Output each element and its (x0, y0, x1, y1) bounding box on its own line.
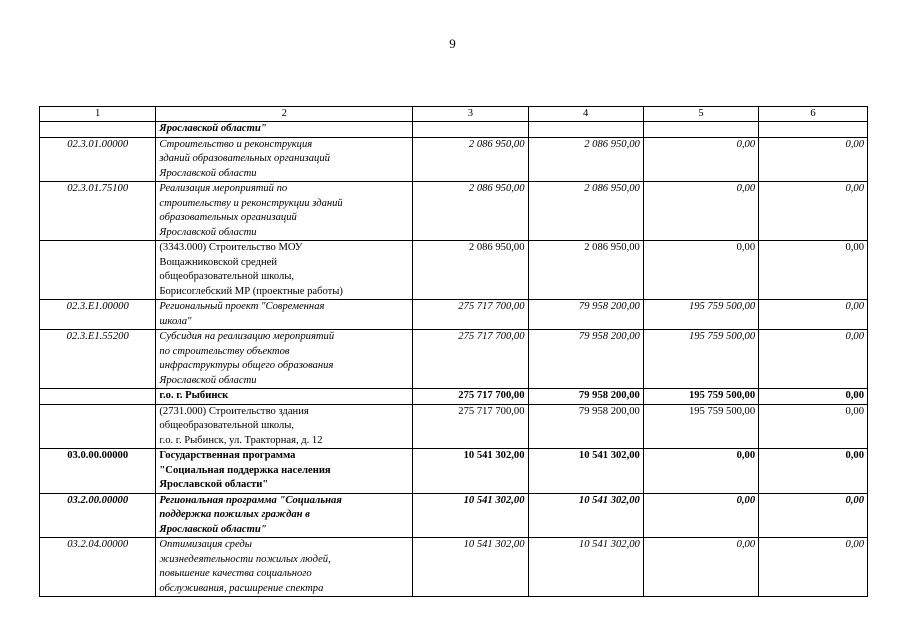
row-value-cell-col5: 195 759 500,00 (643, 300, 758, 330)
row-value-cell-col3: 10 541 302,00 (413, 449, 528, 494)
row-value-cell-col5: 195 759 500,00 (643, 389, 758, 405)
row-name-cell (156, 300, 413, 330)
row-value-cell-col3: 275 717 700,00 (413, 389, 528, 405)
row-name-cell (156, 493, 413, 538)
row-code-cell: 02.3.01.00000 (40, 137, 156, 182)
row-name-cell (156, 404, 413, 449)
row-name-line: Ярославской области" (159, 479, 269, 490)
table-row (40, 182, 868, 241)
row-code-cell (40, 241, 156, 300)
row-value-cell-col4: 10 541 302,00 (528, 538, 643, 597)
row-code-cell: 03.0.00.00000 (40, 449, 156, 494)
row-name-line: "Социальная поддержка населения (159, 464, 331, 476)
row-code-cell (40, 404, 156, 449)
row-name-cell (156, 182, 413, 241)
row-code-cell: 03.2.00.00000 (40, 493, 156, 538)
row-name-cell (156, 538, 413, 597)
row-value-cell-col6: 0,00 (759, 300, 868, 330)
row-value-cell-col3: 275 717 700,00 (413, 330, 528, 389)
row-name-line: г.о. г. Рыбинск, ул. Тракторная, д. 12 (159, 434, 323, 446)
row-value-cell-col4: 10 541 302,00 (528, 493, 643, 538)
row-name-cell (156, 389, 413, 405)
row-value-cell-col3: 10 541 302,00 (413, 538, 528, 597)
row-value-cell-col5: 195 759 500,00 (643, 330, 758, 389)
row-value-cell-col5: 0,00 (643, 182, 758, 241)
row-value-cell-col4: 79 958 200,00 (528, 404, 643, 449)
row-value-cell-col4: 2 086 950,00 (528, 182, 643, 241)
row-value-cell-col4: 79 958 200,00 (528, 300, 643, 330)
row-name-cell (156, 241, 413, 300)
row-name-line: (3343.000) Строительство МОУ (159, 242, 303, 253)
row-value-cell-col5: 0,00 (643, 449, 758, 494)
row-name-line: Строительство и реконструкция (159, 138, 313, 150)
row-name-line: строительству и реконструкции зданий (159, 197, 343, 209)
row-name-line: Ярославской области (159, 374, 257, 386)
row-name-line: общеобразовательной школы, (159, 420, 295, 431)
page-number: 9 (449, 36, 456, 51)
row-code-cell (40, 122, 156, 138)
row-value-cell-col3: 2 086 950,00 (413, 182, 528, 241)
row-name-line: школа" (159, 315, 192, 327)
row-name-line: Региональная программа "Социальная (159, 494, 342, 506)
row-name-line: Реализация мероприятий по (159, 183, 288, 194)
row-name-line: обслуживания, расширение спектра (159, 582, 324, 594)
row-value-cell-col5: 0,00 (643, 137, 758, 182)
row-name-line: Ярославской области (159, 226, 257, 238)
row-name-cell (156, 449, 413, 494)
row-code-cell: 03.2.04.00000 (40, 538, 156, 597)
row-name-line: Оптимизация среды (159, 539, 252, 550)
row-value-cell-col3: 275 717 700,00 (413, 404, 528, 449)
row-value-cell-col6: 0,00 (759, 182, 868, 241)
row-value-cell-col4: 79 958 200,00 (528, 330, 643, 389)
row-name-line: Региональный проект "Современная (159, 301, 325, 312)
row-value-cell-col6: 0,00 (759, 404, 868, 449)
row-value-cell-col4: 2 086 950,00 (528, 241, 643, 300)
row-code-cell: 02.3.E1.55200 (40, 330, 156, 389)
row-value-cell-col5: 0,00 (643, 538, 758, 597)
table-row (40, 300, 868, 330)
table-row (40, 404, 868, 449)
row-name-line: Ярославской области" (159, 523, 267, 535)
row-value-cell-col3 (413, 122, 528, 138)
row-value-cell-col4 (528, 122, 643, 138)
row-value-cell-col6: 0,00 (759, 449, 868, 494)
row-name-line: общеобразовательной школы, (159, 271, 295, 282)
row-name-line: образовательных организаций (159, 212, 297, 223)
column-header: 5 (643, 107, 758, 122)
row-name-line: г.о. г. Рыбинск (159, 390, 229, 401)
row-name-line: повышение качества социального (159, 568, 312, 579)
table-row (40, 449, 868, 494)
row-value-cell-col6: 0,00 (759, 330, 868, 389)
row-value-cell-col4: 2 086 950,00 (528, 137, 643, 182)
row-value-cell-col3: 10 541 302,00 (413, 493, 528, 538)
row-name-line: (2731.000) Строительство здания (159, 405, 309, 417)
row-value-cell-col6: 0,00 (759, 137, 868, 182)
table-header-row (40, 107, 868, 122)
column-header: 6 (759, 107, 868, 122)
row-value-cell-col6: 0,00 (759, 538, 868, 597)
column-header: 2 (156, 107, 413, 122)
table-row (40, 330, 868, 389)
row-value-cell-col6 (759, 122, 868, 138)
column-header: 4 (528, 107, 643, 122)
row-value-cell-col3: 2 086 950,00 (413, 137, 528, 182)
row-code-cell: 02.3.01.75100 (40, 182, 156, 241)
row-code-cell: 02.3.E1.00000 (40, 300, 156, 330)
row-name-line: Субсидия на реализацию мероприятий (159, 331, 335, 342)
row-name-line: инфраструктуры общего образования (159, 360, 334, 371)
table-row (40, 493, 868, 538)
budget-table (39, 106, 868, 597)
table-row (40, 137, 868, 182)
row-code-cell (40, 389, 156, 405)
row-name-line: по строительству объектов (159, 345, 290, 357)
row-name-line: Государственная программа (159, 450, 296, 461)
row-name-cell (156, 137, 413, 182)
row-name-line: Ярославской области (159, 167, 257, 179)
row-value-cell-col5: 0,00 (643, 493, 758, 538)
column-header: 1 (40, 107, 156, 122)
row-value-cell-col3: 275 717 700,00 (413, 300, 528, 330)
row-value-cell-col6: 0,00 (759, 493, 868, 538)
row-value-cell-col6: 0,00 (759, 241, 868, 300)
row-value-cell-col3: 2 086 950,00 (413, 241, 528, 300)
table-row (40, 538, 868, 597)
table-row (40, 241, 868, 300)
table-row (40, 122, 868, 138)
column-header: 3 (413, 107, 528, 122)
row-name-cell (156, 330, 413, 389)
row-value-cell-col5: 195 759 500,00 (643, 404, 758, 449)
row-name-line: Вощажниковской средней (159, 256, 278, 268)
row-value-cell-col6: 0,00 (759, 389, 868, 405)
row-name-line: Борисоглебский МР (проектные работы) (159, 285, 343, 297)
row-name-line: зданий образовательных организаций (159, 153, 330, 164)
row-name-cell (156, 122, 413, 138)
row-value-cell-col4: 79 958 200,00 (528, 389, 643, 405)
row-name-line: поддержка пожилых граждан в (159, 509, 310, 520)
row-value-cell-col5 (643, 122, 758, 138)
row-value-cell-col4: 10 541 302,00 (528, 449, 643, 494)
row-name-line: Ярославской области" (159, 123, 267, 134)
row-value-cell-col5: 0,00 (643, 241, 758, 300)
row-name-line: жизнедеятельности пожилых людей, (159, 553, 331, 565)
table-row (40, 389, 868, 405)
